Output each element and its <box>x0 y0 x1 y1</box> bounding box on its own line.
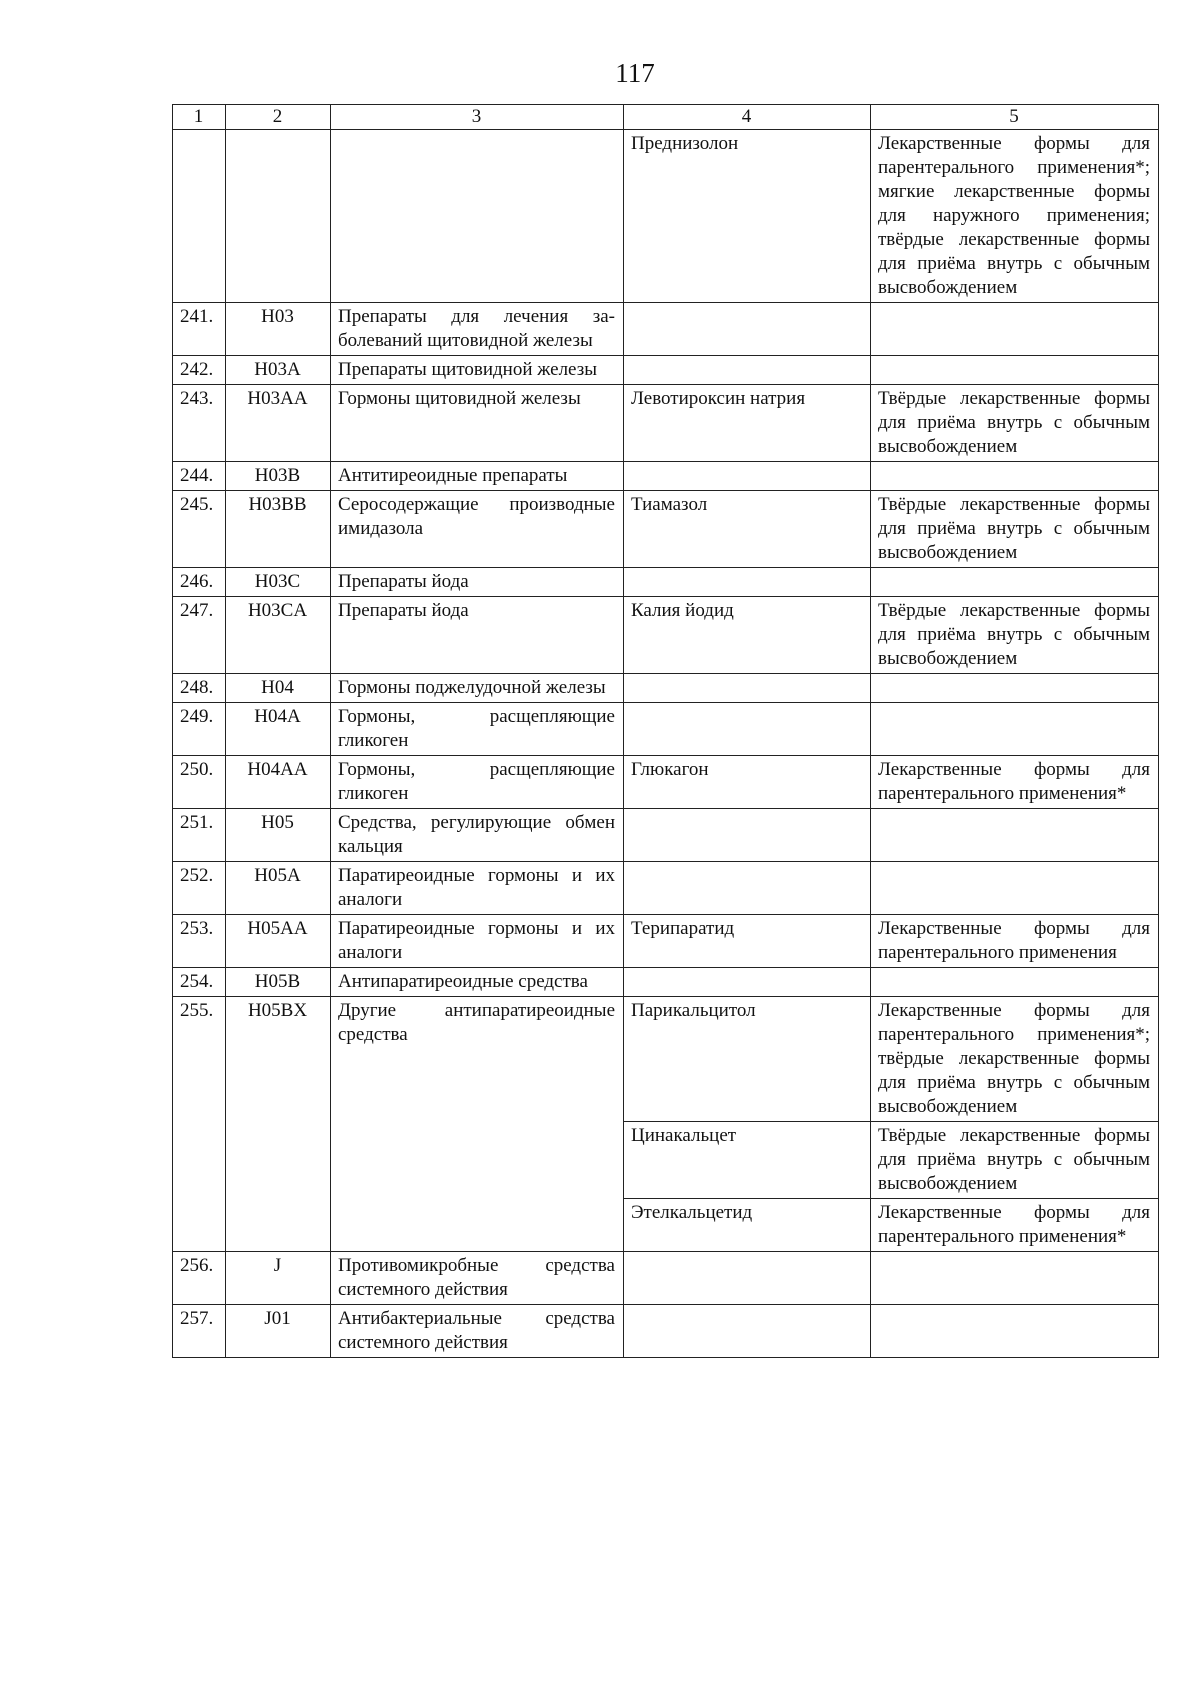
cell-name: Гормоны, расщепляющие гликоген <box>331 756 624 809</box>
table-row <box>173 703 1159 756</box>
cell-name: Паратиреоидные гормоны и их аналоги <box>331 862 624 915</box>
cell-form: Лекарственные формы для парентерального применения <box>871 915 1159 968</box>
cell-drug <box>624 809 871 862</box>
cell-drug <box>624 703 871 756</box>
cell-code: H03CA <box>226 597 331 674</box>
cell-code: H03AA <box>226 385 331 462</box>
cell-num: 254. <box>173 968 226 997</box>
table-row <box>173 491 1159 568</box>
cell-code: H04 <box>226 674 331 703</box>
cell-form: Лекарственные формы для парентерального применения* <box>871 756 1159 809</box>
cell-num: 249. <box>173 703 226 756</box>
table-row <box>173 356 1159 385</box>
cell-name <box>331 130 624 303</box>
cell-form: Лекарственные формы для парентерального применения*; твёрдые лекарственные формы для приёма внутрь с обычным высвобождением <box>871 997 1159 1122</box>
table-row <box>173 1252 1159 1305</box>
cell-form: Твёрдые лекарственные формы для приёма внутрь с обычным высвобождением <box>871 491 1159 568</box>
medicines-table <box>172 104 1159 1358</box>
table-row <box>173 462 1159 491</box>
cell-name: Противомикробные средства системного действия <box>331 1252 624 1305</box>
cell-name: Серосодержащие производные имидазола <box>331 491 624 568</box>
table-body <box>173 130 1159 1358</box>
table-row <box>173 674 1159 703</box>
cell-drug: Глюкагон <box>624 756 871 809</box>
cell-drug <box>624 968 871 997</box>
table-row <box>173 997 1159 1122</box>
cell-num: 243. <box>173 385 226 462</box>
cell-name: Гормоны, расщепляющие гликоген <box>331 703 624 756</box>
cell-name: Другие антипаратиреоидные средства <box>331 997 624 1252</box>
cell-num: 253. <box>173 915 226 968</box>
cell-drug: Тиамазол <box>624 491 871 568</box>
cell-code <box>226 130 331 303</box>
cell-num: 257. <box>173 1305 226 1358</box>
cell-num: 250. <box>173 756 226 809</box>
cell-name: Препараты йода <box>331 568 624 597</box>
cell-form <box>871 462 1159 491</box>
cell-code: H03BB <box>226 491 331 568</box>
cell-form <box>871 1305 1159 1358</box>
cell-drug: Парикальцитол <box>624 997 871 1122</box>
header-row <box>173 105 1159 130</box>
cell-num: 241. <box>173 303 226 356</box>
cell-code: H05BX <box>226 997 331 1252</box>
cell-form <box>871 862 1159 915</box>
cell-name: Гормоны поджелудочной железы <box>331 674 624 703</box>
header-col-4: 4 <box>624 105 871 130</box>
table-row <box>173 597 1159 674</box>
cell-code: H05A <box>226 862 331 915</box>
cell-code: H05AA <box>226 915 331 968</box>
cell-name: Антитиреоидные препараты <box>331 462 624 491</box>
table-row <box>173 915 1159 968</box>
cell-form: Лекарственные формы для парентерального применения* <box>871 1199 1159 1252</box>
cell-form <box>871 968 1159 997</box>
cell-drug <box>624 356 871 385</box>
cell-code: H03C <box>226 568 331 597</box>
cell-drug <box>624 462 871 491</box>
cell-num: 252. <box>173 862 226 915</box>
cell-form <box>871 703 1159 756</box>
cell-drug: Цинакальцет <box>624 1122 871 1199</box>
table-row <box>173 756 1159 809</box>
cell-name: Препараты йода <box>331 597 624 674</box>
header-col-5: 5 <box>871 105 1159 130</box>
cell-code: H04A <box>226 703 331 756</box>
cell-drug <box>624 568 871 597</box>
page-number: 117 <box>615 58 655 88</box>
cell-num: 255. <box>173 997 226 1252</box>
cell-code: H03 <box>226 303 331 356</box>
cell-drug <box>624 303 871 356</box>
cell-num: 251. <box>173 809 226 862</box>
header-col-2: 2 <box>226 105 331 130</box>
cell-num: 247. <box>173 597 226 674</box>
table-row <box>173 385 1159 462</box>
cell-name: Антипаратиреоидные средства <box>331 968 624 997</box>
cell-form: Твёрдые лекарственные формы для приёма внутрь с обычным высвобождением <box>871 385 1159 462</box>
cell-drug <box>624 1305 871 1358</box>
cell-name: Антибактериальные средства системного действия <box>331 1305 624 1358</box>
cell-num: 244. <box>173 462 226 491</box>
cell-form: Лекарственные формы для парентерального применения*; мягкие лекарственные формы для наружного применения; твёрдые лекарственные формы для приёма внутрь с обычным высвобождением <box>871 130 1159 303</box>
cell-num: 256. <box>173 1252 226 1305</box>
table-row <box>173 303 1159 356</box>
table-row <box>173 568 1159 597</box>
cell-num: 248. <box>173 674 226 703</box>
cell-form <box>871 674 1159 703</box>
table-row <box>173 809 1159 862</box>
cell-form <box>871 568 1159 597</box>
table-row <box>173 1305 1159 1358</box>
table-header <box>173 105 1159 130</box>
cell-code: H05B <box>226 968 331 997</box>
cell-name: Гормоны щитовидной железы <box>331 385 624 462</box>
cell-form: Твёрдые лекарственные формы для приёма внутрь с обычным высвобождением <box>871 1122 1159 1199</box>
cell-code: H03B <box>226 462 331 491</box>
cell-name: Средства, регулирующие обмен кальция <box>331 809 624 862</box>
cell-form <box>871 1252 1159 1305</box>
cell-drug <box>624 862 871 915</box>
cell-name: Препараты для лечения заболеваний щитовидной железы <box>331 303 624 356</box>
cell-code: H04AA <box>226 756 331 809</box>
cell-drug: Терипаратид <box>624 915 871 968</box>
cell-code: H03A <box>226 356 331 385</box>
cell-form <box>871 356 1159 385</box>
cell-form <box>871 809 1159 862</box>
table-row <box>173 968 1159 997</box>
cell-code: J <box>226 1252 331 1305</box>
cell-drug <box>624 674 871 703</box>
cell-form: Твёрдые лекарственные формы для приёма внутрь с обычным высвобождением <box>871 597 1159 674</box>
header-col-1: 1 <box>173 105 226 130</box>
cell-code: H05 <box>226 809 331 862</box>
cell-name: Препараты щитовидной железы <box>331 356 624 385</box>
cell-num: 245. <box>173 491 226 568</box>
cell-num <box>173 130 226 303</box>
header-col-3: 3 <box>331 105 624 130</box>
cell-drug: Преднизолон <box>624 130 871 303</box>
cell-drug: Калия йодид <box>624 597 871 674</box>
table-row <box>173 862 1159 915</box>
cell-form <box>871 303 1159 356</box>
cell-num: 246. <box>173 568 226 597</box>
cell-drug: Левотироксин натрия <box>624 385 871 462</box>
cell-drug: Этелкальцетид <box>624 1199 871 1252</box>
cell-num: 242. <box>173 356 226 385</box>
cell-drug <box>624 1252 871 1305</box>
cell-name: Паратиреоидные гормоны и их аналоги <box>331 915 624 968</box>
continuation-row <box>173 130 1159 303</box>
cell-code: J01 <box>226 1305 331 1358</box>
